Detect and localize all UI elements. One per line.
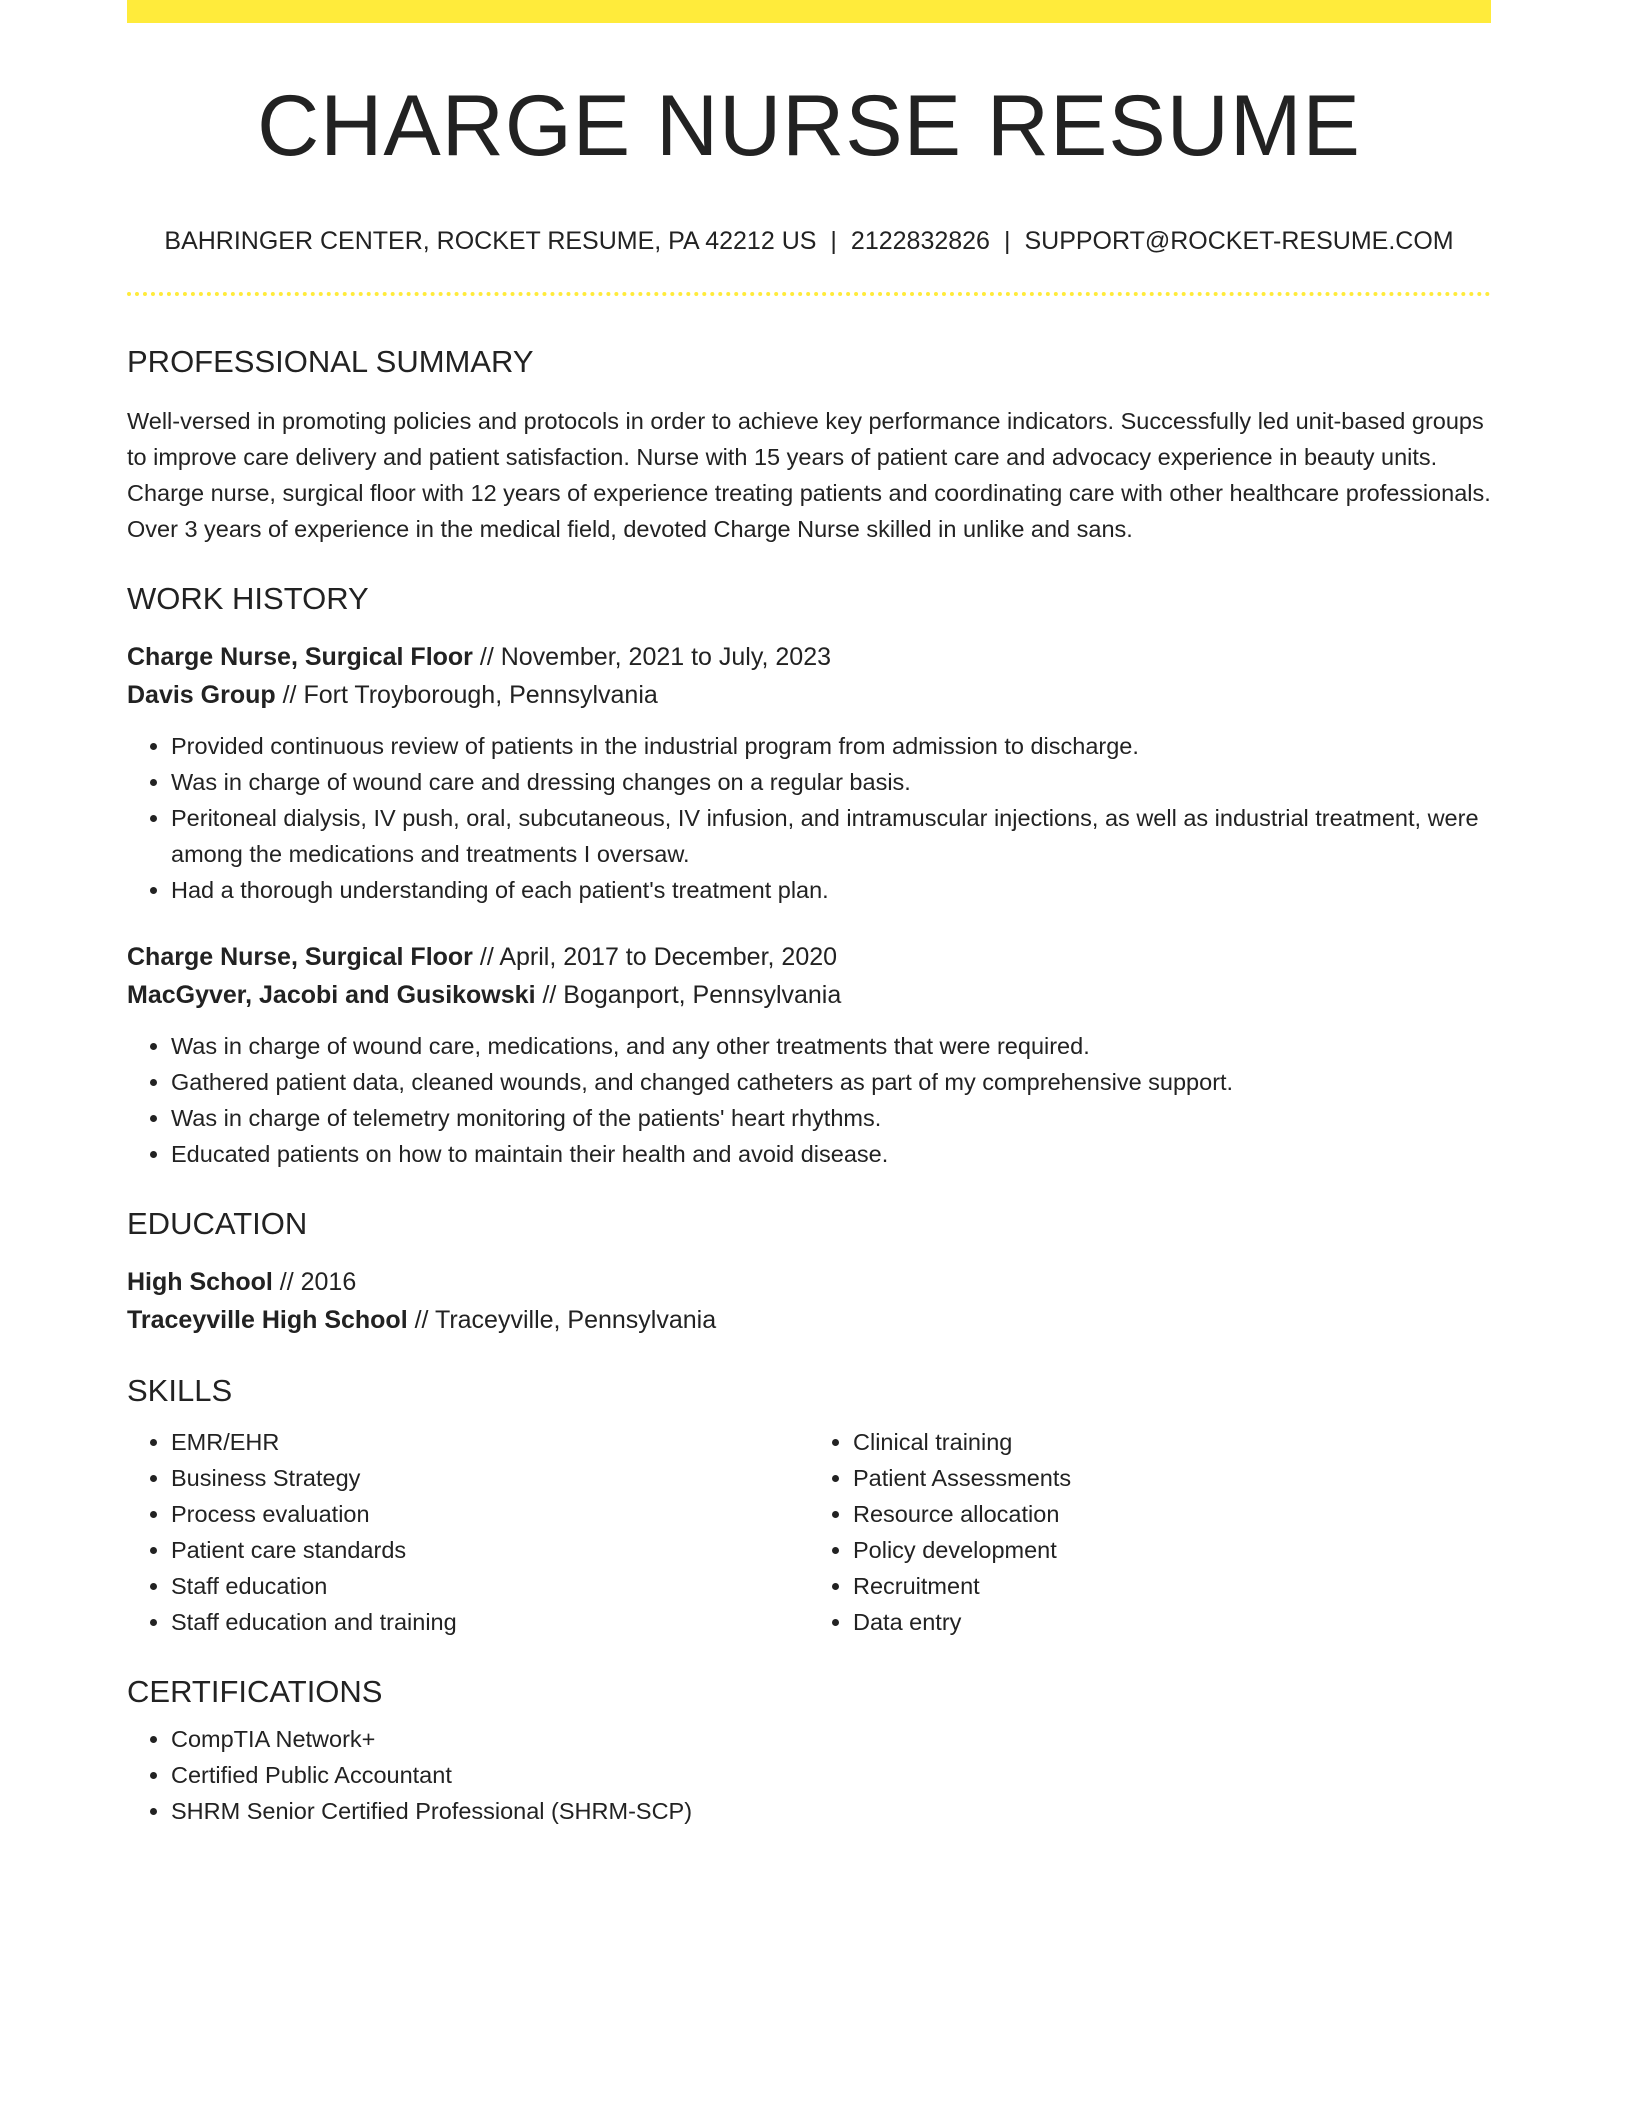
contact-separator: | <box>830 227 837 255</box>
job-dates: // November, 2021 to July, 2023 <box>472 643 832 671</box>
list-item: • Was in charge of telemetry monitoring of the patients' heart rhythms. <box>171 1100 1491 1136</box>
list-item: • Gathered patient data, cleaned wounds, and changed catheters as part of my comprehensive support. <box>171 1064 1491 1100</box>
job-location: // Fort Troyborough, Pennsylvania <box>275 681 658 709</box>
skill-item: • EMR/EHR <box>171 1424 809 1460</box>
skill-item: • Staff education and training <box>171 1604 809 1640</box>
list-item: • Educated patients on how to maintain their health and avoid disease. <box>171 1136 1491 1172</box>
skill-item: • Patient care standards <box>171 1532 809 1568</box>
job-title: Charge Nurse, Surgical Floor <box>127 643 473 671</box>
job-title: Charge Nurse, Surgical Floor <box>127 943 473 971</box>
dotted-divider <box>127 292 1491 296</box>
certification-item: • CompTIA Network+ <box>171 1721 1491 1757</box>
education-year: // 2016 <box>272 1268 357 1296</box>
contact-address: BAHRINGER CENTER, ROCKET RESUME, PA 42212 US <box>164 227 817 255</box>
skills-list-right <box>809 1424 1491 1640</box>
accent-bar <box>127 0 1491 23</box>
summary-text: Well-versed in promoting policies and protocols in order to achieve key performance indicators. Successfully led unit-based groups to improve care delivery and patient satisfaction. Nurse with 15 years of patient care and advocacy experience in beauty units. Charge nurse, surgical floor with 12 years of experience treating patients and coordinating care with other healthcare professionals. Over 3 years of experience in the medical field, devoted Charge Nurse skilled in unlike and sans. <box>127 408 1491 542</box>
contact-line <box>127 229 1491 254</box>
education-school-line <box>127 1301 1491 1339</box>
skill-item: • Business Strategy <box>171 1460 809 1496</box>
education-degree-line <box>127 1263 1491 1301</box>
certifications-heading: CERTIFICATIONS <box>127 1674 383 1709</box>
job-location: // Boganport, Pennsylvania <box>535 981 842 1009</box>
contact-separator: | <box>1003 227 1011 255</box>
work-history-heading: WORK HISTORY <box>127 581 369 616</box>
resume-title: CHARGE NURSE RESUME <box>257 78 1361 174</box>
skill-item: • Resource allocation <box>853 1496 1491 1532</box>
skills-columns <box>127 1424 1491 1640</box>
resume-page <box>127 0 1491 1829</box>
skill-item: • Data entry <box>853 1604 1491 1640</box>
list-item: • Was in charge of wound care and dressing changes on a regular basis. <box>171 764 1491 800</box>
list-item: • Had a thorough understanding of each patient's treatment plan. <box>171 872 1491 908</box>
certification-item: • SHRM Senior Certified Professional (SHRM-SCP) <box>171 1793 1491 1829</box>
certification-item: • Certified Public Accountant <box>171 1757 1491 1793</box>
job-bullets <box>127 1028 1491 1172</box>
list-item: • Peritoneal dialysis, IV push, oral, subcutaneous, IV infusion, and intramuscular injections, as well as industrial treatment, were among the medications and treatments I oversaw. <box>171 800 1491 872</box>
job-bullets <box>127 728 1491 908</box>
list-item: • Provided continuous review of patients in the industrial program from admission to discharge. <box>171 728 1491 764</box>
contact-email: SUPPORT@ROCKET-RESUME.COM <box>1024 227 1454 255</box>
education-location: // Traceyville, Pennsylvania <box>407 1306 717 1334</box>
job-company: Davis Group <box>127 681 276 709</box>
job-dates: // April, 2017 to December, 2020 <box>472 943 838 971</box>
skills-heading: SKILLS <box>127 1373 233 1408</box>
skill-item: • Recruitment <box>853 1568 1491 1604</box>
skill-item: • Process evaluation <box>171 1496 809 1532</box>
skill-item: • Patient Assessments <box>853 1460 1491 1496</box>
summary-heading: PROFESSIONAL SUMMARY <box>127 344 534 379</box>
contact-phone: 2122832826 <box>850 227 990 255</box>
certifications-list <box>127 1721 1491 1829</box>
job-entry <box>127 938 1491 1172</box>
skill-item: • Policy development <box>853 1532 1491 1568</box>
job-title-line <box>127 638 1491 676</box>
job-company-line <box>127 676 1491 714</box>
education-heading: EDUCATION <box>127 1206 308 1241</box>
job-title-line <box>127 938 1491 976</box>
skills-list-left <box>127 1424 809 1640</box>
skill-item: • Staff education <box>171 1568 809 1604</box>
education-degree: High School <box>127 1268 273 1296</box>
job-company: MacGyver, Jacobi and Gusikowski <box>127 981 536 1009</box>
education-school: Traceyville High School <box>127 1306 408 1334</box>
skill-item: • Clinical training <box>853 1424 1491 1460</box>
list-item: • Was in charge of wound care, medications, and any other treatments that were required. <box>171 1028 1491 1064</box>
job-entry <box>127 638 1491 908</box>
job-company-line <box>127 976 1491 1014</box>
